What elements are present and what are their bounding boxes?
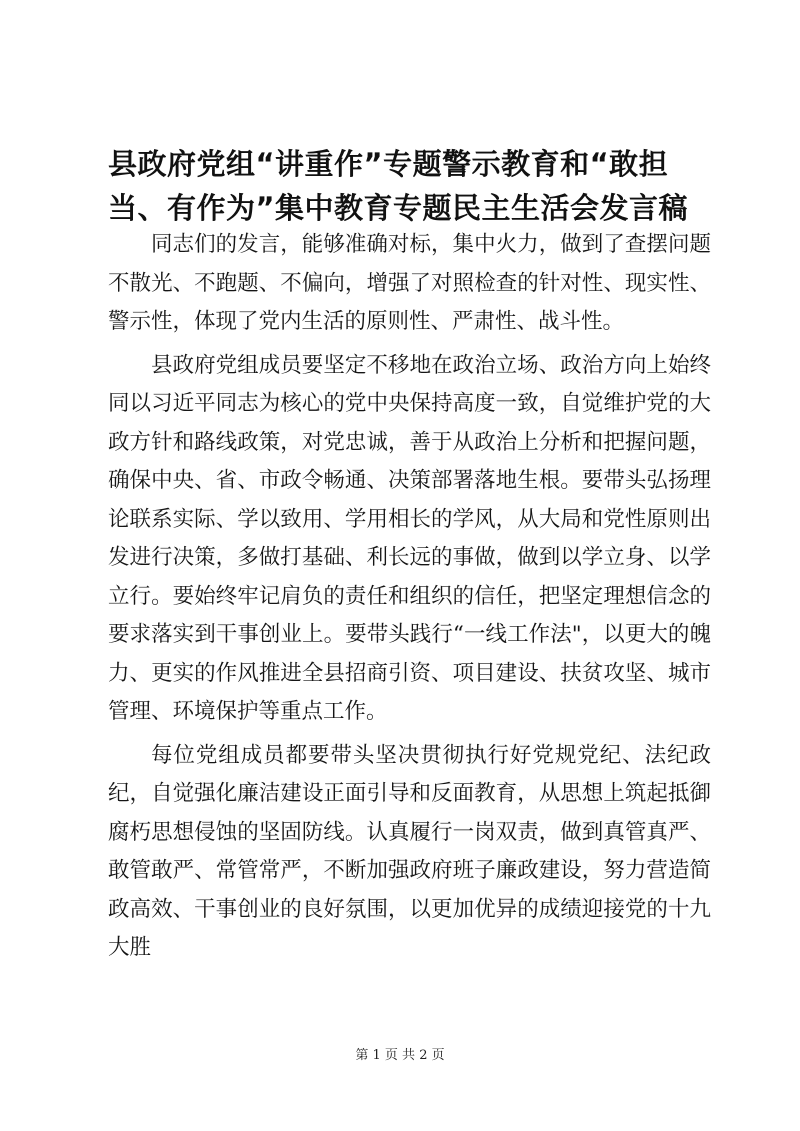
document-body [108,226,711,968]
page-number-footer: 第 1 页 共 2 页 [355,1048,445,1063]
paragraph-2: 县政府党组成员要坚定不移地在政治立场、政治方向上始终同以习近平同志为核心的党中央保持高度一致，自觉维护党的大政方针和路线政策，对党忠诚，善于从政治上分析和把握问题，确保中央、省、市政令畅通、决策部署落地生根。要带头弘扬理论联系实际、学以致用、学用相长的学风，从大局和党性原则出发进行决策，多做打基础、利长远的事做，做到以学立身、以学立行。要始终牢记肩负的责任和组织的信任，把坚定理想信念的要求落实到干事创业上。要带头践行“一线工作法"，以更大的魄力、更实的作风推进全县招商引资、项目建设、扶贫攻坚、城市管理、环境保护等重点工作。 [108,352,711,724]
document-title: 县政府党组“讲重作”专题警示教育和“敢担当、有作为”集中教育专题民主生活会发言稿 [108,147,689,225]
paragraph-3: 每位党组成员都要带头坚决贯彻执行好党规党纪、法纪政纪，自觉强化廉洁建设正面引导和反面教育，从思想上筑起抵御腐朽思想侵蚀的坚固防线。认真履行一岗双责，做到真管真严、敢管敢严、常管常严，不断加强政府班子廉政建设，努力营造简政高效、干事创业的良好氛围，以更加优异的成绩迎接党的十九大胜 [108,742,711,960]
paragraph-1: 同志们的发言，能够准确对标，集中火力，做到了查摆问题不散光、不跑题、不偏向，增强了对照检查的针对性、现实性、警示性，体现了党内生活的原则性、严肃性、战斗性。 [108,232,711,334]
